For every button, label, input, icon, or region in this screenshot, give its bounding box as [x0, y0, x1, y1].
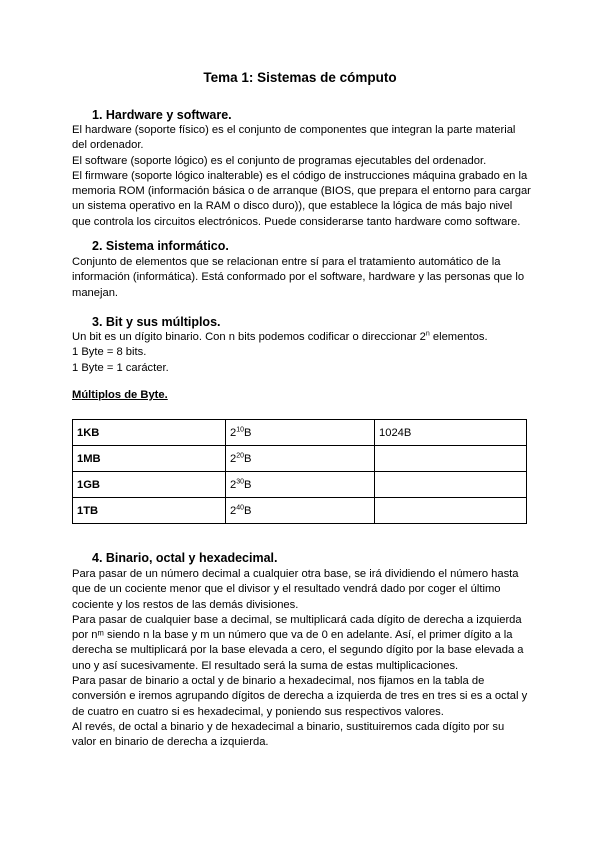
paragraph-line: 1 Byte = 1 carácter. [72, 361, 169, 374]
section-1-heading: 1. Hardware y software. [92, 108, 232, 122]
line-part: Un bit es un dígito binario. Con n bits podemos codificar o direccionar 2 [72, 331, 426, 343]
section-3-body [72, 330, 534, 376]
paragraph-line: del ordenador. [72, 139, 144, 152]
paragraph-line: cociente y los restos de las demás divisiones. [72, 598, 299, 611]
line-part: elementos. [429, 331, 488, 343]
paragraph-line [72, 330, 534, 345]
value-cell [375, 446, 527, 472]
paragraph-line: Para pasar de cualquier base a decimal, se multiplicará cada dígito de derecha a izquierda [72, 613, 522, 626]
power-cell: $2^{20}B$ [226, 446, 375, 472]
paragraph-line: derecha se multiplicará por la base elevada a cero, el segundo dígito por la base elevada a [72, 644, 524, 657]
value-cell [375, 498, 527, 524]
unit-cell: 1TB [73, 498, 226, 524]
unit-cell: 1KB [73, 420, 226, 446]
paragraph-line: El software (soporte lógico) es el conjunto de programas ejecutables del ordenador. [72, 154, 487, 167]
power-cell: $2^{40}B$ [226, 498, 375, 524]
paragraph-line: manejan. [72, 286, 119, 299]
section-2-body [72, 255, 534, 301]
table-title: Múltiplos de Byte. [72, 389, 168, 401]
value-cell [375, 472, 527, 498]
paragraph-line: memoria ROM (información básica o de arranque (BIOS, que prepara el entorno para cargar [72, 185, 531, 198]
paragraph-line: valor en binario de derecha a izquierda. [72, 736, 269, 749]
table-row [73, 446, 527, 472]
paragraph-line: 1 Byte = 8 bits. [72, 346, 147, 359]
paragraph-line: conversión e iremos agrupando dígitos de derecha a izquierda de tres en tres si es a octal y [72, 690, 528, 703]
paragraph-line: por nᵐ siendo n la base y m un número que va de 0 en adelante. Así, el primer dígito a la [72, 629, 513, 642]
value-cell: 1024B [375, 420, 527, 446]
paragraph-line: que de un cociente menor que el divisor y el resultado vendrá dado por coger el último [72, 583, 501, 596]
section-4-heading: 4. Binario, octal y hexadecimal. [92, 551, 278, 565]
paragraph-line: que controla los circuitos electrónicos. Puede considerarse tanto hardware como software. [72, 215, 521, 228]
byte-multiples-table [72, 419, 527, 524]
paragraph-line: información (informática). Está conformado por el software, hardware y las personas que lo [72, 271, 525, 284]
paragraph-line: Conjunto de elementos que se relacionan entre sí para el tratamiento automático de la [72, 256, 501, 268]
table-row [73, 498, 527, 524]
unit-cell: 1GB [73, 472, 226, 498]
document-title: Tema 1: Sistemas de cómputo [203, 70, 397, 85]
superscript: n [425, 330, 430, 338]
paragraph-line: Al revés, de octal a binario y de hexadecimal a binario, sustituiremos cada dígito por su [72, 720, 505, 733]
power-cell: $2^{10}B$ [226, 420, 375, 446]
power-cell: $2^{30}B$ [226, 472, 375, 498]
paragraph-line: Para pasar de un número decimal a cualquier otra base, se irá dividiendo el número hasta [72, 568, 519, 580]
section-4-body [72, 567, 534, 751]
paragraph-line: un sistema operativo en la RAM o disco duro)), que establece la lógica de más bajo nivel [72, 200, 513, 213]
unit-cell: 1MB [73, 446, 226, 472]
table-row [73, 472, 527, 498]
section-1-body [72, 123, 534, 230]
paragraph-line: de cuatro en cuatro si es hexadecimal, y poniendo sus respectivos valores. [72, 705, 444, 718]
paragraph-line: El hardware (soporte físico) es el conjunto de componentes que integran la parte material [72, 124, 516, 136]
paragraph-line: El firmware (soporte lógico inalterable) es el código de instrucciones máquina grabado en la [72, 169, 528, 182]
paragraph-line: uno y así sucesivamente. El resultado será la suma de estas multiplicaciones. [72, 659, 459, 672]
paragraph-line: Para pasar de binario a octal y de binario a hexadecimal, nos fijamos en la tabla de [72, 675, 485, 688]
table-row [73, 420, 527, 446]
section-2-heading: 2. Sistema informático. [92, 239, 229, 253]
section-3-heading: 3. Bit y sus múltiplos. [92, 315, 221, 329]
